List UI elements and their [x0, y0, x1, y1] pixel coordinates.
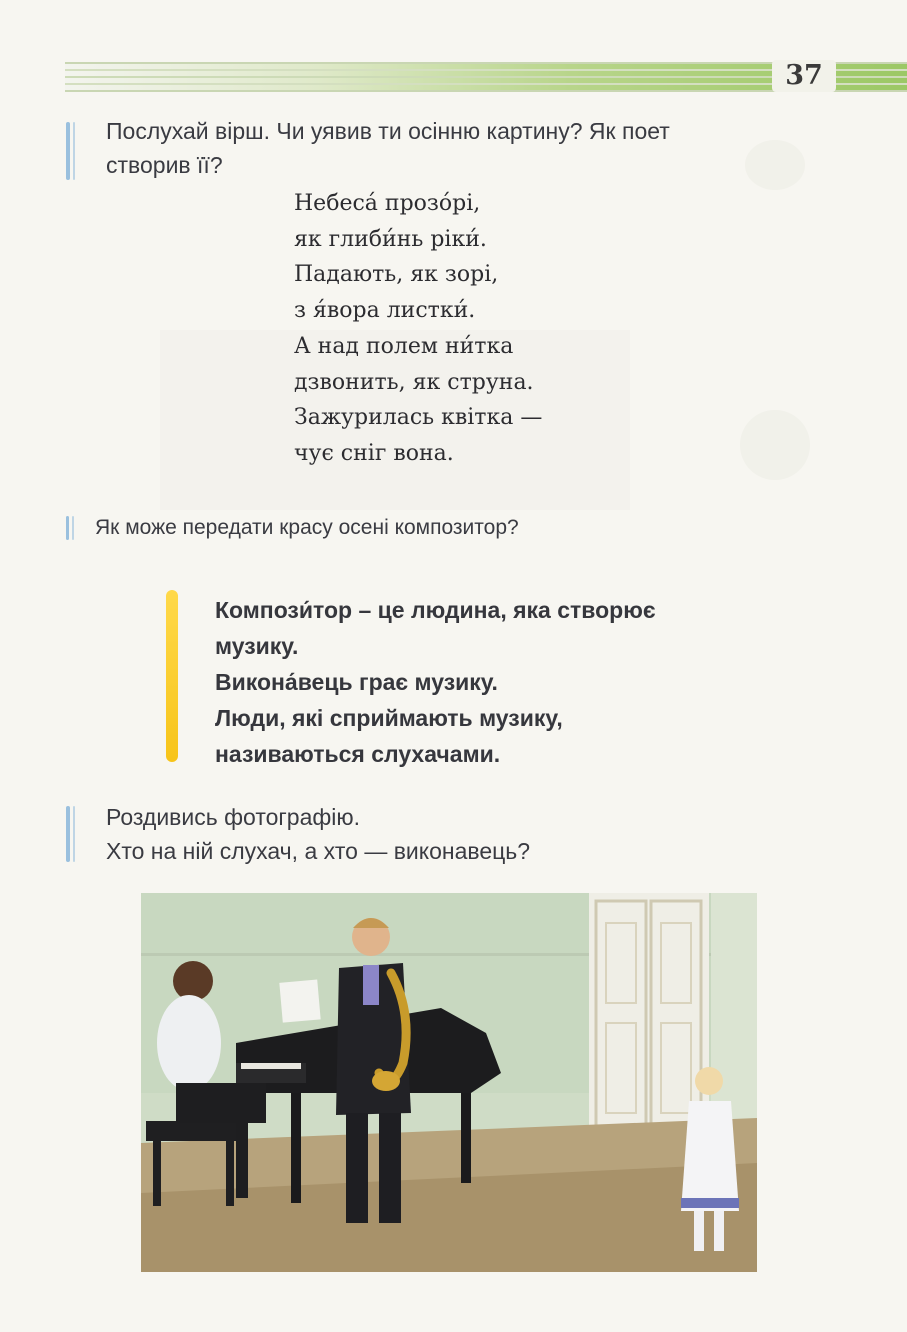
- poem-line: як глиби́нь ріки́.: [294, 226, 487, 252]
- page-number: 37: [772, 60, 836, 92]
- question-1: [106, 114, 670, 182]
- definition-line: музику.: [215, 633, 299, 659]
- question-marker-bar: [66, 516, 69, 540]
- definition-line: Викона́вець грає музику.: [215, 669, 498, 695]
- poem-line: чує сніг вона.: [294, 440, 454, 466]
- poem: [294, 186, 542, 472]
- definition-line: Люди, які сприймають музику,: [215, 705, 563, 731]
- poem-line: Падають, як зорі,: [294, 262, 499, 288]
- bleed-through-circle: [740, 410, 810, 480]
- question-3: [106, 800, 530, 868]
- poem-line: Небеса́ прозо́рі,: [294, 191, 481, 216]
- definition-block: [215, 592, 865, 772]
- question-marker-bar: [72, 516, 74, 540]
- question-marker-bar: [66, 806, 70, 862]
- poem-line: Зажурилась квітка —: [294, 405, 543, 431]
- concert-photo: [141, 893, 757, 1272]
- question-marker-bar: [73, 122, 75, 180]
- definition-highlight-bar: [166, 590, 178, 762]
- concert-photo-illustration: [141, 893, 757, 1272]
- question-marker-bar: [73, 806, 75, 862]
- definition-line: називаються слухачами.: [215, 741, 501, 767]
- question-3-line-1: Роздивись фотографію.: [106, 804, 361, 830]
- poem-line: А над полем ни́тка: [294, 333, 514, 359]
- poem-line: дзвонить, як струна.: [294, 369, 534, 395]
- question-1-line-1: Послухай вірш. Чи уявив ти осінню картину? Як поет: [106, 118, 670, 144]
- bleed-through-circle: [745, 140, 805, 190]
- question-3-line-2: Хто на ній слухач, а хто — виконавець?: [106, 838, 531, 864]
- question-2: Як може передати красу осені композитор?: [95, 516, 519, 539]
- question-1-line-2: створив її?: [106, 152, 223, 178]
- definition-line: Компози́тор – це людина, яка створює: [215, 597, 656, 623]
- question-marker-bar: [66, 122, 70, 180]
- poem-line: з я́вора листки́.: [294, 298, 476, 324]
